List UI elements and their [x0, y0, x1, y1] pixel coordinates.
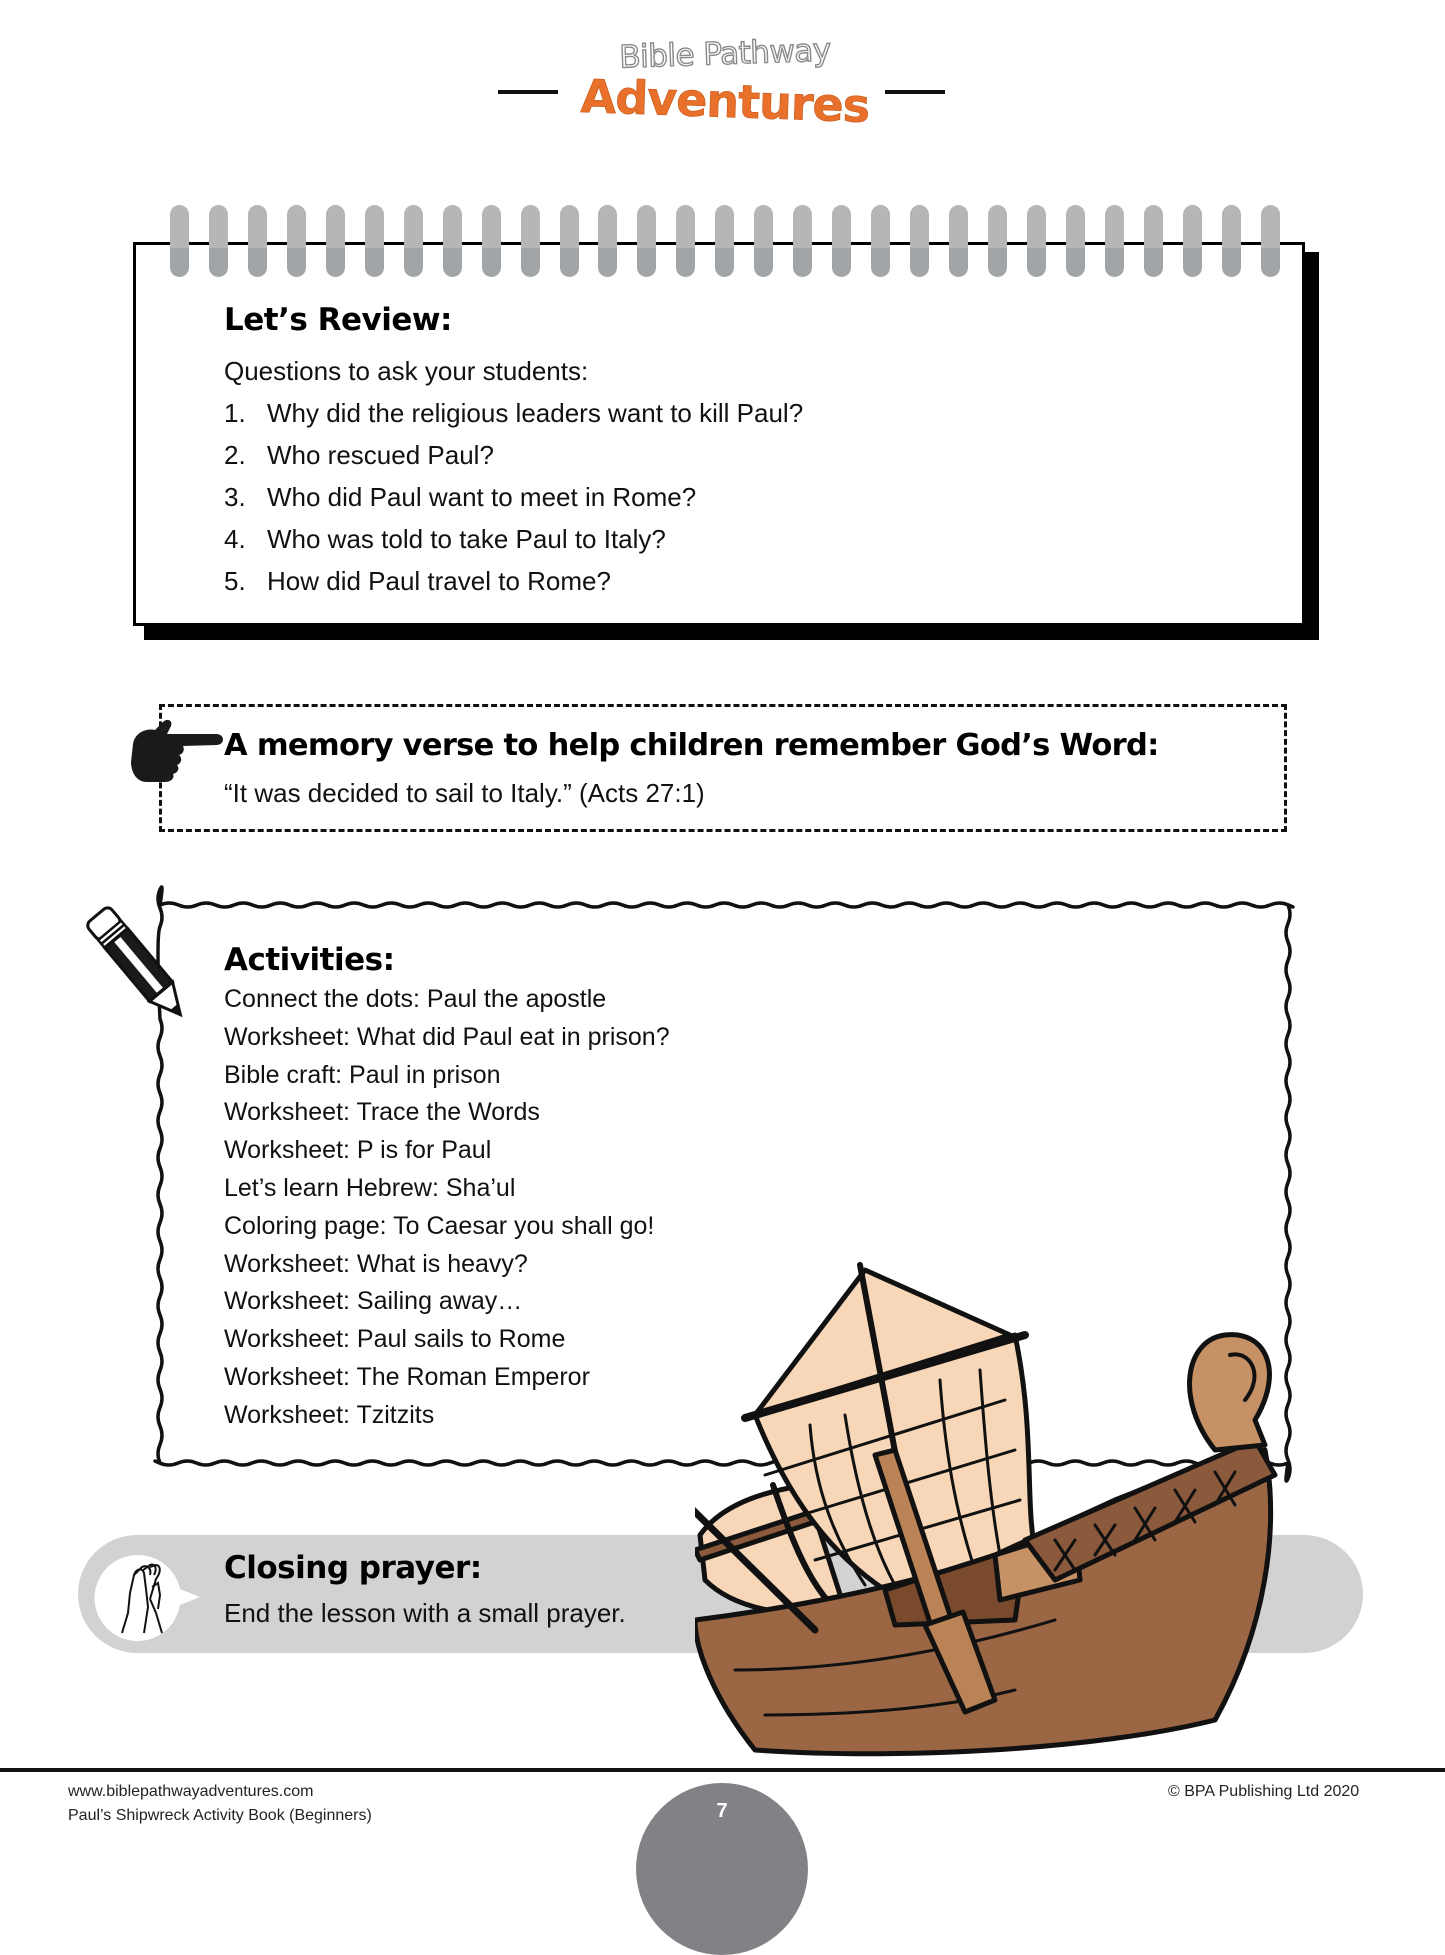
activity-item: Worksheet: What is heavy? [224, 1249, 528, 1278]
question-text: How did Paul travel to Rome? [267, 566, 611, 596]
review-title: Let’s Review: [224, 302, 452, 338]
footer-website[interactable]: www.biblepathwayadventures.com [68, 1783, 314, 1800]
question-number: 2. [224, 440, 246, 470]
activity-item: Worksheet: P is for Paul [224, 1136, 492, 1165]
question-number: 1. [224, 398, 246, 428]
question-text: Who did Paul want to meet in Rome? [267, 482, 697, 512]
logo-line1: Bible Pathway [618, 32, 832, 76]
activity-item: Bible craft: Paul in prison [224, 1060, 501, 1089]
activity-item: Worksheet: Paul sails to Rome [224, 1325, 566, 1354]
activities-list [224, 981, 670, 1435]
activity-item: Connect the dots: Paul the apostle [224, 985, 607, 1013]
question-text: Why did the religious leaders want to kill Paul? [267, 398, 804, 428]
question-number: 3. [224, 482, 246, 512]
activity-item: Let’s learn Hebrew: Sha’ul [224, 1173, 516, 1202]
page-number: 7 [716, 1800, 728, 1822]
activity-item: Worksheet: What did Paul eat in prison? [224, 1022, 670, 1051]
footer-copyright: © BPA Publishing Ltd 2020 [1168, 1783, 1360, 1800]
question-number: 4. [224, 524, 246, 554]
review-intro: Questions to ask your students: [224, 356, 589, 386]
activity-item: Coloring page: To Caesar you shall go! [224, 1211, 655, 1240]
footer-rule [0, 1768, 1445, 1772]
footer-left [68, 1780, 372, 1828]
activity-item: Worksheet: Trace the Words [224, 1098, 540, 1127]
ship-illustration [695, 1250, 1295, 1770]
memory-verse-title: A memory verse to help children remember God’s Word: [224, 728, 1159, 763]
footer-book-title: Paul’s Shipwreck Activity Book (Beginners) [68, 1807, 372, 1824]
activities-title: Activities: [224, 942, 395, 978]
activity-item: Worksheet: The Roman Emperor [224, 1362, 590, 1391]
pencil-icon [80, 895, 200, 1035]
memory-verse-text: “It was decided to sail to Italy.” (Acts 27:1) [224, 778, 705, 808]
activity-item: Worksheet: Tzitzits [224, 1400, 435, 1429]
closing-prayer-text: End the lesson with a small prayer. [224, 1598, 626, 1628]
activity-item: Worksheet: Sailing away… [224, 1287, 523, 1316]
logo-line2: Adventures [579, 68, 871, 134]
question-number: 5. [224, 566, 246, 596]
question-text: Who was told to take Paul to Italy? [267, 524, 666, 554]
question-text: Who rescued Paul? [267, 440, 494, 470]
praying-hands-icon [92, 1553, 202, 1643]
closing-prayer-title: Closing prayer: [224, 1550, 482, 1586]
